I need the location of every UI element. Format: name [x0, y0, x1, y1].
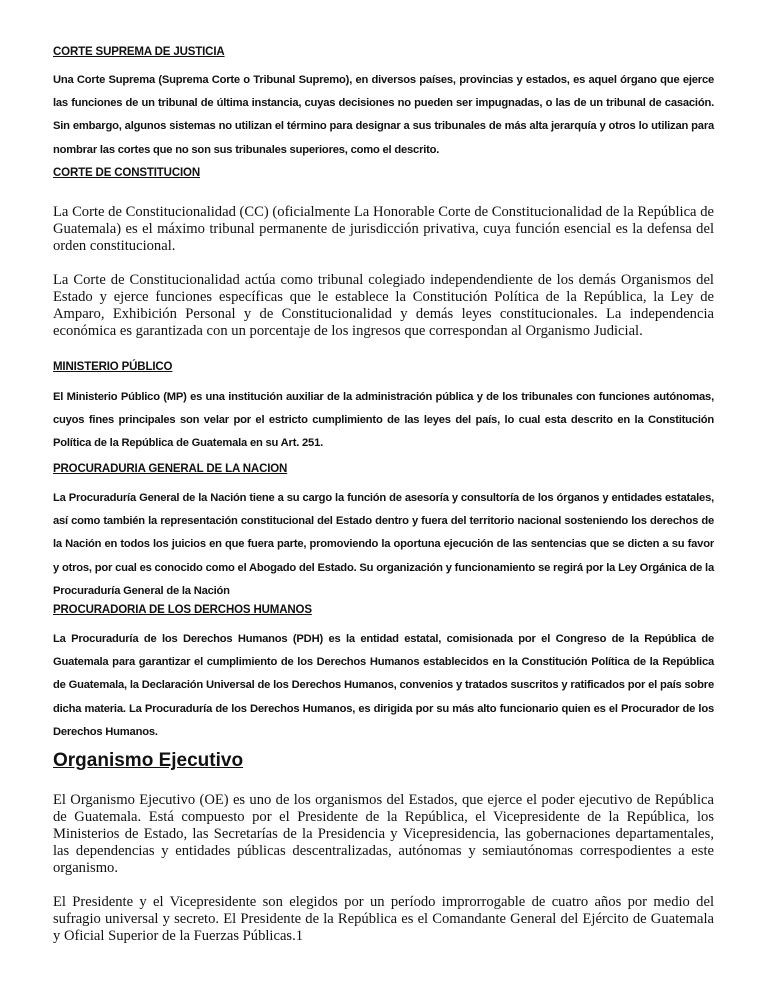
paragraph-organismo-ejecutivo-2: El Presidente y el Vicepresidente son elegidos por un período improrrogable de cuatro años por medio del sufragio universal y secreto. El Presidente de la República es el Comandante General del Ejército de Guatemala y Oficial Superior de la Fuerzas Públicas.1: [53, 894, 714, 944]
heading-organismo-ejecutivo: Organismo Ejecutivo: [53, 750, 244, 771]
heading-procuraduria-nacion: PROCURADURIA GENERAL DE LA NACION: [53, 463, 288, 475]
paragraph-corte-constitucion-2: La Corte de Constitucionalidad actúa como tribunal colegiado independendiente de los demás Organismos del Estado y ejerce funciones específicas que le establece la Constitución Política de la República, la Ley de Amparo, Exhibición Personal y de Constitucionalidad y demás leyes constitucionales. La independencia económica es garantizada con un porcentaje de los ingresos que correspondan al Organismo Judicial.: [53, 272, 714, 339]
heading-corte-suprema: CORTE SUPREMA DE JUSTICIA: [53, 46, 225, 58]
heading-procuradoria-ddhh: PROCURADORIA DE LOS DERCHOS HUMANOS: [53, 604, 312, 616]
heading-corte-constitucion: CORTE DE CONSTITUCION: [53, 167, 200, 179]
heading-ministerio-publico: MINISTERIO PÚBLICO: [53, 361, 173, 373]
paragraph-procuradoria-ddhh: La Procuraduría de los Derechos Humanos (PDH) es la entidad estatal, comisionada por el Congreso de la República de Guatemala para garantizar el cumplimiento de los Derechos Humanos establecidos en la Constitución Política de la República de Guatemala, la Declaración Universal de los Derechos Humanos, convenios y tratados suscritos y ratificados por el país sobre dicha materia. La Procuraduría de los Derechos Humanos, es dirigida por su más alto funcionario quien es el Procurador de los Derechos Humanos.: [53, 633, 714, 738]
paragraph-procuraduria-nacion: La Procuraduría General de la Nación tiene a su cargo la función de asesoría y consultoría de los órganos y entidades estatales, así como también la representación constitucional del Estado dentro y fuera del territorio nacional sosteniendo los derechos de la Nación en todos los juicios en que fuera parte, promoviendo la oportuna ejecución de las sentencias que se dicten a su favor y otros, por cual es conocido como el Abogado del Estado. Su organización y funcionamiento se regirá por la Ley Orgánica de la Procuraduría General de la Nación: [53, 492, 714, 597]
document-page: [53, 0, 714, 994]
paragraph-corte-suprema: Una Corte Suprema (Suprema Corte o Tribunal Supremo), en diversos países, provincias y estados, es aquel órgano que ejerce las funciones de un tribunal de última instancia, cuyas decisiones no pueden ser impugnadas, o las de un tribunal de casación. Sin embargo, algunos sistemas no utilizan el término para designar a sus tribunales de más alta jerarquía y otros lo utilizan para nombrar las cortes que no son sus tribunales superiores, como el descrito.: [53, 74, 714, 156]
paragraph-corte-constitucion-1: La Corte de Constitucionalidad (CC) (oficialmente La Honorable Corte de Constitucionalidad de la República de Guatemala) es el máximo tribunal permanente de jurisdicción privativa, cuya función esencial es la defensa del orden constitucional.: [53, 204, 714, 254]
paragraph-organismo-ejecutivo-1: El Organismo Ejecutivo (OE) es uno de los organismos del Estados, que ejerce el poder ejecutivo de República de Guatemala. Está compuesto por el Presidente de la República, el Vicepresidente de la República, los Ministerios de Estado, las Secretarías de la Presidencia y Vicepresidencia, las gobernaciones departamentales, las dependencias y entidades públicas descentralizadas, autónomas y semiautónomas correspodientes a este organismo.: [53, 792, 714, 876]
paragraph-ministerio-publico: El Ministerio Público (MP) es una institución auxiliar de la administración pública y de los tribunales con funciones autónomas, cuyos fines principales son velar por el estricto cumplimiento de las leyes del país, lo cual esta descrito en la Constitución Política de la República de Guatemala en su Art. 251.: [53, 391, 714, 450]
